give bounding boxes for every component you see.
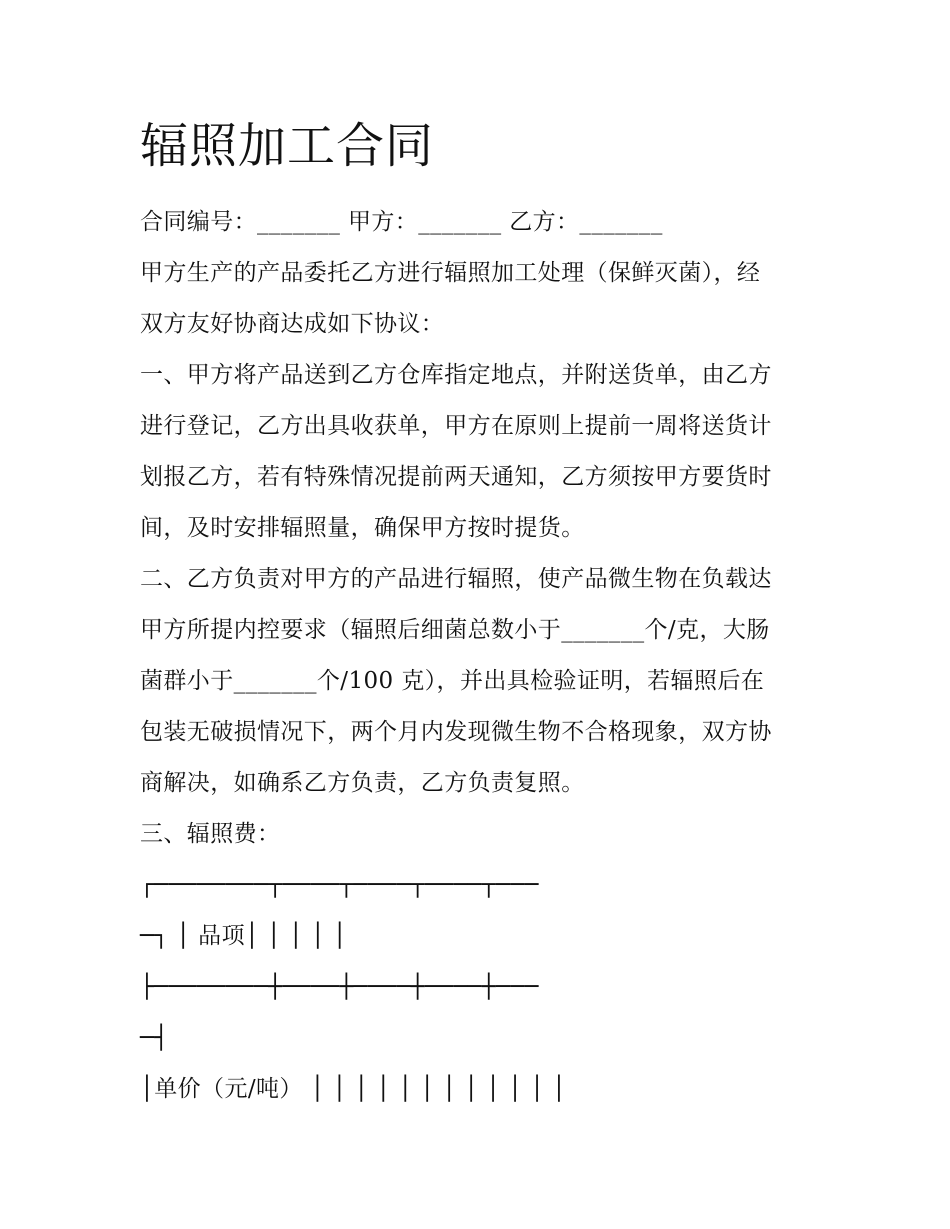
- document-title: 辐照加工合同: [140, 118, 435, 174]
- clause-two-line: 二、乙方负责对甲方的产品进行辐照，使产品微生物在负载达: [140, 566, 772, 592]
- clause-two-line: 商解决，如确系乙方负责，乙方负责复照。: [140, 770, 585, 796]
- fee-table-divider: ├────────┼────┼────┼────┼───: [140, 974, 539, 1000]
- clause-one-line: 进行登记，乙方出具收获单，甲方在原则上提前一周将送货计: [140, 413, 772, 439]
- fee-table-divider-end: ─┤: [140, 1025, 169, 1051]
- fee-table-border-top: ┌────────┬────┬────┬────┬───: [140, 872, 539, 898]
- intro-paragraph-line: 甲方生产的产品委托乙方进行辐照加工处理（保鲜灭菌），经: [140, 260, 761, 286]
- contract-body: [140, 197, 820, 1115]
- clause-one-line: 间，及时安排辐照量，确保甲方按时提货。: [140, 515, 585, 541]
- intro-paragraph-line: 双方友好协商达成如下协议：: [140, 311, 445, 337]
- clause-one-line: 划报乙方，若有特殊情况提前两天通知，乙方须按甲方要货时: [140, 464, 772, 490]
- contract-header-fields: 合同编号：_______ 甲方：_______ 乙方：_______: [140, 209, 663, 235]
- clause-two-line: 菌群小于_______个/100 克），并出具检验证明，若辐照后在: [140, 668, 765, 694]
- clause-two-line: 甲方所提内控要求（辐照后细菌总数小于_______个/克，大肠: [140, 617, 770, 643]
- clause-three-heading: 三、辐照费：: [140, 821, 281, 847]
- fee-table-price-row: │单价（元/吨） │ │ │ │ │ │ │ │ │ │ │ │: [140, 1076, 567, 1102]
- clause-two-line: 包装无破损情况下，两个月内发现微生物不合格现象，双方协: [140, 719, 772, 745]
- clause-one-line: 一、甲方将产品送到乙方仓库指定地点，并附送货单，由乙方: [140, 362, 772, 388]
- fee-table-header-row: ─┐ │ 品项│ │ │ │ │: [140, 923, 348, 949]
